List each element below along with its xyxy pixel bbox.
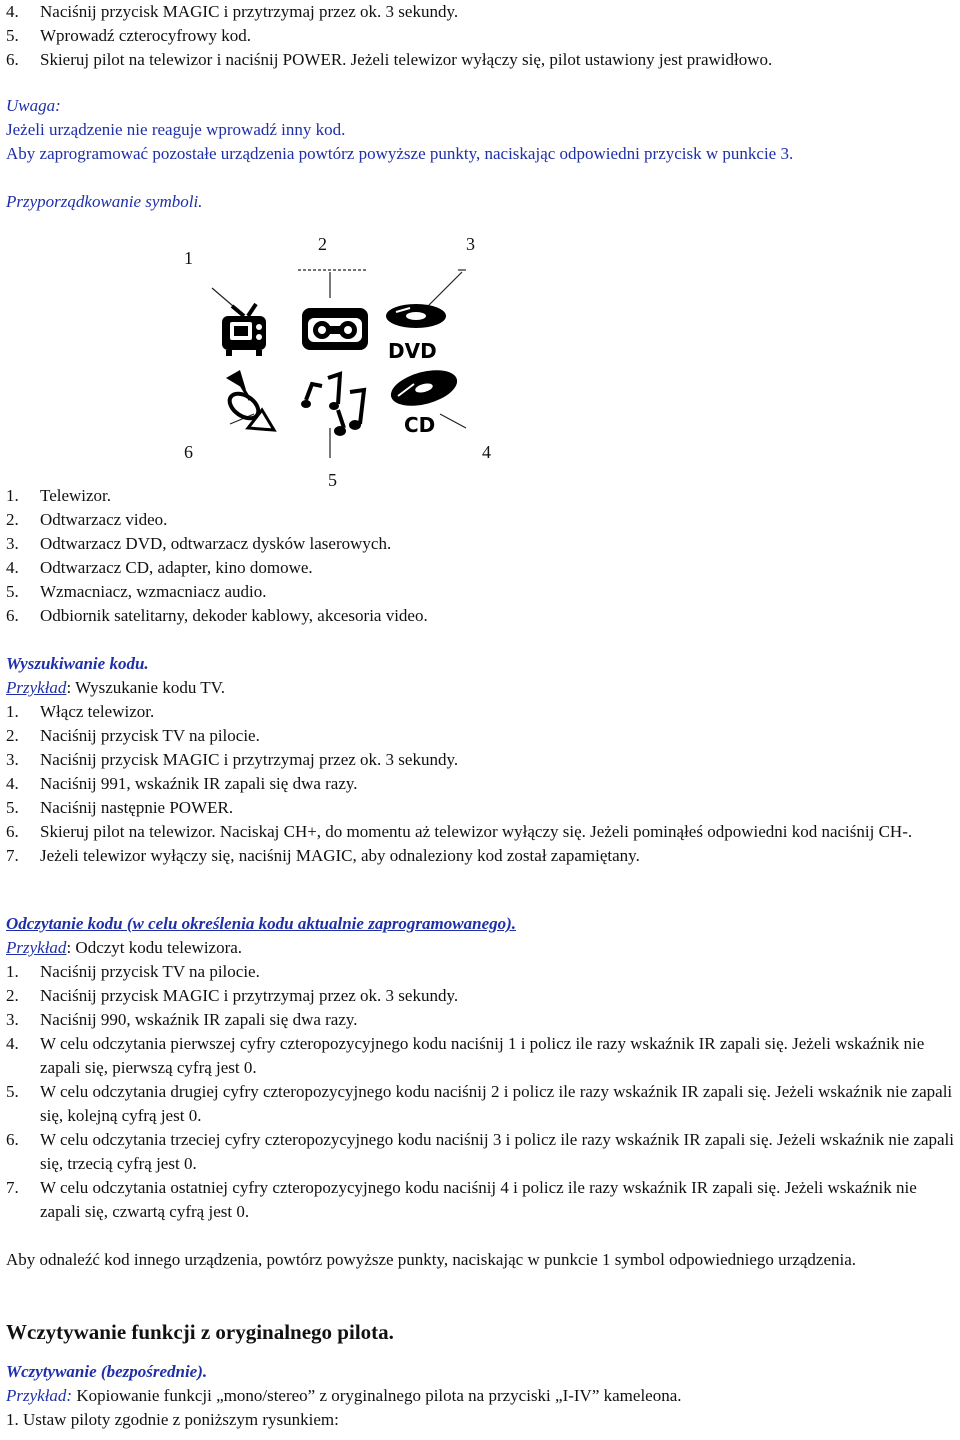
satellite-dish-icon <box>225 370 274 430</box>
list-item: 2. Naciśnij przycisk TV na pilocie. <box>6 726 260 745</box>
search-example: Przykład: Wyszukanie kodu TV. <box>6 678 226 697</box>
music-notes-icon <box>301 374 364 436</box>
list-item <box>0 48 960 72</box>
list-item: 4. Odtwarzacz CD, adapter, kino domowe. <box>6 558 313 577</box>
list-item: 6. Odbiornik satelitarny, dekoder kablowy, akcesoria video. <box>6 606 428 625</box>
list-item: 4. Naciśnij 991, wskaźnik IR zapali się dwa razy. <box>6 774 358 793</box>
figure-number-3: 3 <box>466 234 475 254</box>
learn-section <box>0 1318 960 1432</box>
list-item: 3. Odtwarzacz DVD, odtwarzacz dysków laserowych. <box>6 534 392 553</box>
list-item: 5. Wzmacniacz, wzmacniacz audio. <box>6 582 267 601</box>
learn-title: Wczytywanie funkcji z oryginalnego pilota. <box>6 1320 394 1344</box>
icons-svg <box>0 228 960 488</box>
device-symbols-figure <box>0 228 960 488</box>
item-number: 6. <box>6 50 19 69</box>
dvd-icon <box>386 304 446 363</box>
list-item: 4. W celu odczytania pierwszej cyfry czteropozycyjnego kodu naciśnij 1 i policz ile razy wskaźnik IR zapali się. Jeżeli wskaźnik nie zapali się, pierwszą cyfrą jest 0. <box>6 1034 925 1077</box>
item-text: Skieruj pilot na telewizor i naciśnij POWER. Jeżeli telewizor wyłączy się, pilot ustawiony jest prawidłowo. <box>40 50 773 69</box>
list-item: 6. Skieruj pilot na telewizor. Naciskaj CH+, do momentu aż telewizor wyłączy się. Jeżeli pominąłeś odpowiedni kod naciśnij CH-. <box>6 822 913 841</box>
figure-number-5: 5 <box>328 470 337 490</box>
list-item: 1. Włącz telewizor. <box>6 702 155 721</box>
list-item: 7. Jeżeli telewizor wyłączy się, naciśnij MAGIC, aby odnaleziony kod został zapamiętany. <box>6 846 640 865</box>
video-cassette-icon <box>302 308 368 350</box>
figure-number-1: 1 <box>184 248 193 268</box>
read-heading: Odczytanie kodu (w celu określenia kodu aktualnie zaprogramowanego). <box>6 914 517 933</box>
symbols-list <box>0 484 960 628</box>
list-item: 3. Naciśnij przycisk MAGIC i przytrzymaj przez ok. 3 sekundy. <box>6 750 459 769</box>
search-code-section <box>0 652 960 868</box>
note-heading: Uwaga: <box>6 96 61 115</box>
list-item <box>0 24 960 48</box>
list-item: 5. Naciśnij następnie POWER. <box>6 798 234 817</box>
list-item <box>0 0 960 24</box>
list-item: 1. Telewizor. <box>6 486 112 505</box>
list-item: 2. Odtwarzacz video. <box>6 510 168 529</box>
symbols-heading: Przyporządkowanie symboli. <box>6 192 203 211</box>
note-line-2: Aby zaprogramować pozostałe urządzenia powtórz powyższe punkty, naciskając odpowiedni przycisk w punkcie 3. <box>6 144 794 163</box>
cd-icon <box>387 364 461 437</box>
symbols-section <box>0 190 960 214</box>
item-number: 4. <box>6 2 19 21</box>
learn-example: Przykład: Kopiowanie funkcji „mono/stereo” z oryginalnego pilota na przyciski „I-IV” kameleona. <box>6 1386 682 1405</box>
read-code-section <box>0 912 960 1272</box>
note-line-1: Jeżeli urządzenie nie reaguje wprowadź inny kod. <box>6 120 346 139</box>
figure-number-6: 6 <box>184 442 193 462</box>
read-closing-paragraph: Aby odnaleźć kod innego urządzenia, powtórz powyższe punkty, naciskając w punkcie 1 symbol odpowiedniego urządzenia. <box>6 1250 857 1269</box>
list-item: 1. Naciśnij przycisk TV na pilocie. <box>6 962 260 981</box>
figure-number-4: 4 <box>482 442 491 462</box>
learn-step-1: 1. Ustaw piloty zgodnie z poniższym rysunkiem: <box>6 1410 339 1429</box>
list-item: 5. W celu odczytania drugiej cyfry czteropozycyjnego kodu naciśnij 2 i policz ile razy wskaźnik IR zapali się. Jeżeli wskaźnik nie zapali się, kolejną cyfrą jest 0. <box>6 1082 953 1125</box>
leader-line-4 <box>440 414 466 428</box>
dvd-label: DVD <box>388 339 437 363</box>
figure-number-2: 2 <box>318 234 327 254</box>
note-section <box>0 94 960 166</box>
list-item: 2. Naciśnij przycisk MAGIC i przytrzymaj przez ok. 3 sekundy. <box>6 986 459 1005</box>
search-heading: Wyszukiwanie kodu. <box>6 654 149 673</box>
item-text: Wprowadź czterocyfrowy kod. <box>40 26 251 45</box>
cd-label: CD <box>404 413 436 437</box>
list-item: 3. Naciśnij 990, wskaźnik IR zapali się dwa razy. <box>6 1010 358 1029</box>
item-text: Naciśnij przycisk MAGIC i przytrzymaj przez ok. 3 sekundy. <box>40 2 459 21</box>
top-steps-list <box>0 0 960 72</box>
item-number: 5. <box>6 26 19 45</box>
list-item: 7. W celu odczytania ostatniej cyfry czteropozycyjnego kodu naciśnij 4 i policz ile razy wskaźnik IR zapali się. Jeżeli wskaźnik nie zapali się, czwartą cyfrą jest 0. <box>6 1178 917 1221</box>
learn-subheading: Wczytywanie (bezpośrednie). <box>6 1362 208 1381</box>
read-example: Przykład: Odczyt kodu telewizora. <box>6 938 243 957</box>
list-item: 6. W celu odczytania trzeciej cyfry czteropozycyjnego kodu naciśnij 3 i policz ile razy wskaźnik IR zapali się. Jeżeli wskaźnik nie zapali się, trzecią cyfrą jest 0. <box>6 1130 954 1173</box>
tv-icon <box>222 304 266 356</box>
